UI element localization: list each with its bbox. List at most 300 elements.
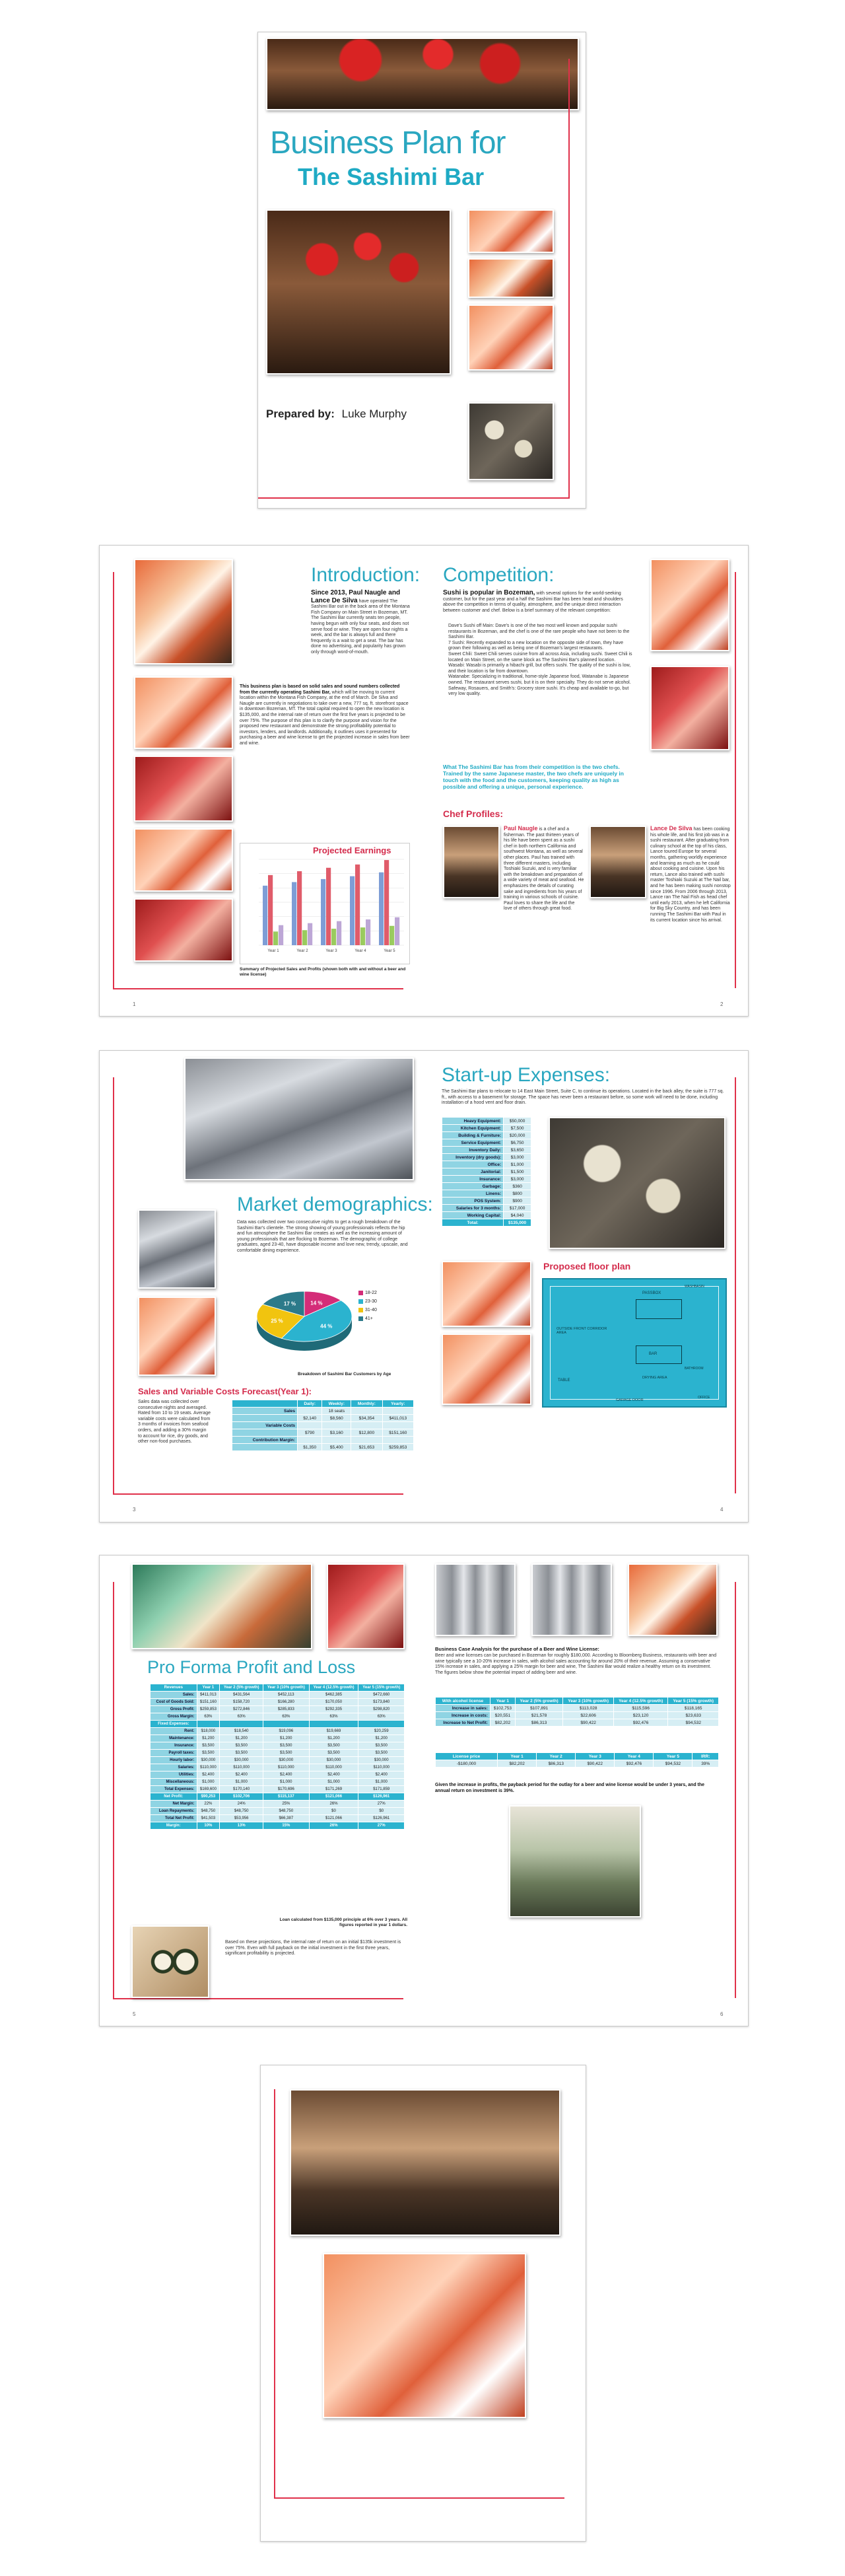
table-cell: $790: [298, 1429, 322, 1437]
market-title: Market demographics:: [237, 1194, 433, 1215]
beer-text: Beer and wine licenses can be purchased in Bozeman for roughly $180,000. According to Bloomberg Business, restaurants with beer and wine typically see a 10-20% increase in sales, with alcohol sales accounting for around 20% of their revenue. Assuming a conservative 15% increase in sales, and applying a 25% margin for beer and wine, The Sashimi Bar would realize a healthy return on its investment. The figures below show the potential impact of adding beer and wine.: [435, 1653, 717, 1675]
table-cell: 24%: [220, 1801, 263, 1808]
table-row: [442, 1125, 531, 1132]
table-cell: [197, 1721, 220, 1728]
chart-bar: [384, 860, 389, 945]
table-cell: 26%: [309, 1822, 358, 1830]
table-row: [151, 1728, 405, 1735]
proforma-title: Pro Forma Profit and Loss: [147, 1657, 356, 1677]
table-cell: 10%: [197, 1822, 220, 1830]
competitor-item: 7 Sushi: Recently expanded to a new location on the opposite side of town, they have grown their following as well as being one of Bozeman's largest restaurants.: [448, 640, 624, 651]
floor-label: PASSBOX: [642, 1291, 661, 1295]
table-cell: $3,000: [504, 1154, 531, 1161]
market-photo-3: [138, 1297, 216, 1376]
chart-bar: [355, 865, 360, 945]
paul-text: is a chef and a fisherman. The past thirteen years of his life have been spent as a sushi chef in both northern California and southwest Montana, as well as several other places. Paul has trained with three different masters, including Toshiaki Suzuki, and is very familiar with the breakdown and preparation of a wide variety of meat and seafood. He emphasizes the details of curating sake and ingredients from his years of training in various schools of cuisine. Paul loves to share the life and the love of others through great food.: [504, 827, 584, 912]
table-cell: $3,160: [322, 1429, 351, 1437]
table-cell: $292,335: [309, 1706, 358, 1713]
row-label: Inventory (dry goods):: [442, 1154, 504, 1161]
back-cover: [260, 2065, 586, 2542]
column-header: Year 4 (12.5% growth): [613, 1698, 668, 1705]
table-cell: $102,706: [220, 1793, 263, 1801]
competition-photo-2: [650, 666, 729, 750]
table-cell: [298, 1437, 322, 1444]
table-cell: $2,400: [197, 1771, 220, 1779]
row-label: Rent:: [151, 1728, 197, 1735]
table-cell: $170,050: [309, 1699, 358, 1706]
table-cell: $1,000: [358, 1779, 405, 1786]
startup-text: The Sashimi Bar plans to relocate to 14 East Main Street, Suite C, to continue its operations. Located in the back alley, the suite is 777 sq. ft., with access to a basement for storage. The space has never been a restaurant before, so some work will need to be done, including installation of a hood vent and floor drain.: [442, 1089, 724, 1106]
table-cell: [351, 1437, 382, 1444]
competitor-item: Watanabe: Specializing in traditional, home-style Japanese food, Watanabe is Japanese owned. The restaurant serves sushi, but it is on their specialty. They do not serve alcohol.: [448, 674, 631, 685]
spread-1: [99, 545, 749, 1017]
beer-table: [435, 1697, 719, 1727]
table-cell: $30,000: [197, 1757, 220, 1764]
table-cell: 27%: [358, 1822, 405, 1830]
table-row: [442, 1190, 531, 1198]
table-cell: $135,000: [504, 1219, 531, 1227]
startup-oyster-photo: [549, 1117, 726, 1249]
table-cell: $452,113: [263, 1692, 309, 1699]
cover-page: [257, 32, 586, 509]
table-cell: [298, 1422, 322, 1429]
intro-paragraph-2: which will be moving to current location within the Montana Fish Company, at the end of March. De Silva and Naugle are currently in negotiations to take over a new, 777 sq. ft. storefront space in downtown Bozeman, MT. The total capital required to open the new location is $135,000, and the internal rate of return over the first five years is projected to be over 75%. The purpose of this plan is to clarify the purpose and vision for the proposed new restaurant and demonstrate the strong profitability potential to investors, lenders, and landlords. Additionally, it outlines uses it presented for purchasing a beer and wine license to get the projected increase in sales from beer and wine.: [240, 690, 410, 746]
market-fish-photo: [184, 1057, 414, 1180]
x-tick-label: Year 4: [355, 949, 366, 953]
table-cell: $158,720: [220, 1699, 263, 1706]
table-row: [436, 1760, 719, 1768]
floor-label: BAR: [649, 1352, 658, 1356]
table-row: [151, 1815, 405, 1822]
table-row: [151, 1742, 405, 1750]
chart-bar: [321, 879, 325, 945]
table-row: [151, 1721, 405, 1728]
table-row: [442, 1183, 531, 1190]
table-cell: $90,422: [563, 1719, 614, 1727]
table-cell: $121,066: [309, 1793, 358, 1801]
table-cell: $3,500: [220, 1750, 263, 1757]
chart-bar: [395, 917, 399, 945]
row-label: Gross Profit:: [151, 1706, 197, 1713]
column-header: Year 1: [498, 1753, 537, 1760]
column-header: License price: [436, 1753, 498, 1760]
column-header: Year 1: [490, 1698, 515, 1705]
table-row: [151, 1793, 405, 1801]
table-cell: $17,000: [504, 1205, 531, 1212]
column-header: Year 3 (10% growth): [263, 1684, 309, 1692]
pie-label: 14 %: [310, 1300, 323, 1306]
table-cell: [351, 1408, 382, 1415]
market-photo-2: [138, 1209, 216, 1289]
table-row: [442, 1154, 531, 1161]
table-cell: $259,853: [382, 1444, 413, 1451]
row-label: Kitchen Equipment:: [442, 1125, 504, 1132]
table-cell: $1,200: [309, 1735, 358, 1742]
proforma-roll-photo: [131, 1925, 209, 1998]
table-cell: $102,753: [490, 1705, 515, 1712]
competition-title: Competition:: [443, 564, 555, 586]
row-label: Building & Furniture:: [442, 1132, 504, 1139]
table-cell: $6,750: [504, 1139, 531, 1147]
table-cell: $4,040: [504, 1212, 531, 1219]
paul-photo: [443, 826, 500, 898]
table-row: [151, 1692, 405, 1699]
chart-bar: [308, 923, 312, 945]
table-cell: [220, 1721, 263, 1728]
floor-plan-title: Proposed floor plan: [543, 1261, 631, 1271]
back-chef-photo: [290, 2089, 560, 2236]
table-cell: $86,313: [537, 1760, 576, 1768]
table-cell: $900: [504, 1198, 531, 1205]
column-header: Year 1: [197, 1684, 220, 1692]
table-cell: $151,160: [197, 1699, 220, 1706]
table-cell: 13%: [220, 1822, 263, 1830]
intro-lead: Since 2013, Paul Naugle and Lance De Silva: [311, 589, 401, 604]
table-cell: 22%: [197, 1801, 220, 1808]
row-label: Variable Costs: [232, 1422, 298, 1429]
table-cell: $800: [504, 1190, 531, 1198]
table-cell: 63%: [220, 1713, 263, 1721]
table-cell: $7,500: [504, 1125, 531, 1132]
chart-bar: [337, 921, 341, 945]
table-cell: $3,500: [197, 1742, 220, 1750]
table-cell: 63%: [263, 1713, 309, 1721]
pie-label: 17 %: [283, 1301, 296, 1307]
competitor-item: Sweet Chili: Sweet Chili serves cuisine from all across Asia, including sushi. Sweet Chili is located on Main Street, on the same block as The Sashimi Bar's planned location.: [448, 651, 632, 662]
column-header: Year 5: [654, 1753, 693, 1760]
projected-earnings-chart: [240, 843, 410, 964]
row-label: Miscellaneous:: [151, 1779, 197, 1786]
row-label: Total:: [442, 1219, 504, 1227]
chart-bar: [302, 930, 307, 945]
table-row: [442, 1168, 531, 1176]
row-label: Utilities:: [151, 1771, 197, 1779]
table-cell: $118,165: [668, 1705, 719, 1712]
row-label: Service Equipment:: [442, 1139, 504, 1147]
table-cell: $1,350: [298, 1444, 322, 1451]
floor-label: BATHROOM: [685, 1367, 704, 1371]
table-cell: $173,840: [358, 1699, 405, 1706]
cover-title-line2: The Sashimi Bar: [298, 163, 485, 190]
table-cell: $82,202: [498, 1760, 537, 1768]
table-cell: $92,476: [615, 1760, 654, 1768]
intro-photo-3: [134, 756, 233, 822]
table-row: [151, 1764, 405, 1771]
column-header: Year 5 (15% growth): [668, 1698, 719, 1705]
page-number: 5: [133, 2011, 136, 2017]
table-cell: $1,200: [220, 1735, 263, 1742]
table-cell: $20,551: [490, 1712, 515, 1719]
pie-label: 25 %: [271, 1318, 283, 1324]
floor-photo-2: [442, 1334, 531, 1405]
table-cell: $170,696: [263, 1786, 309, 1793]
competition-paragraph: with several options for the world-seeking customer, but for the past year and a half the Sashimi Bar has been head and shoulders above the competition in terms of quality, atmosphere, and the unique direct interaction between customer and chef. Below is a brief summary of the relevant competition:: [443, 591, 623, 613]
column-header: Year 2 (5% growth): [220, 1684, 263, 1692]
table-cell: $3,500: [263, 1750, 309, 1757]
table-cell: $2,400: [263, 1771, 309, 1779]
row-label: Salaries:: [151, 1764, 197, 1771]
row-label: Office:: [442, 1161, 504, 1168]
row-label: Inventory Daily:: [442, 1147, 504, 1154]
table-cell: $170,140: [220, 1786, 263, 1793]
row-label: Sales: [232, 1408, 298, 1415]
floor-label: OFFICE: [698, 1396, 710, 1400]
back-sashimi-photo: [323, 2253, 526, 2418]
chart-bar: [297, 871, 302, 945]
startup-table: [442, 1117, 531, 1227]
page-number: 1: [133, 1001, 136, 1007]
table-cell: $2,400: [309, 1771, 358, 1779]
floor-photo-1: [442, 1261, 531, 1327]
intro-photo-4: [134, 828, 233, 892]
chart-bar: [360, 927, 365, 945]
lance-profile: [650, 826, 731, 923]
table-cell: $1,200: [197, 1735, 220, 1742]
chart-bar: [273, 931, 278, 945]
forecast-corner: [232, 1400, 298, 1408]
table-cell: [322, 1437, 351, 1444]
table-cell: $171,269: [309, 1786, 358, 1793]
column-header: Year 4 (12.5% growth): [309, 1684, 358, 1692]
x-tick-label: Year 1: [267, 949, 279, 953]
table-row: [151, 1801, 405, 1808]
table-cell: $30,000: [263, 1757, 309, 1764]
competitor-item: Dave's Sushi off Main: Dave's is one of the two most well known and popular sushi restaurants in Bozeman, and the chef is one of the rare people who have not been to the Sashimi Bar.: [448, 624, 630, 640]
table-cell: $48,750: [263, 1808, 309, 1815]
row-label: Net Margin:: [151, 1801, 197, 1808]
table-header-row: [151, 1684, 405, 1692]
prepared-label: Prepared by:: [266, 408, 335, 420]
page-number: 4: [720, 1507, 724, 1513]
table-cell: $48,750: [197, 1808, 220, 1815]
table-row: [232, 1444, 414, 1451]
license-table: [435, 1752, 719, 1768]
competition-photo-1: [650, 559, 729, 651]
cover-oyster-photo: [468, 402, 554, 480]
table-row: [442, 1212, 531, 1219]
table-row: [436, 1705, 719, 1712]
chart-bar: [366, 919, 370, 945]
floor-label: OUTSIDE FRONT CORRIDOR AREA: [557, 1327, 607, 1335]
table-cell: $94,532: [654, 1760, 693, 1768]
table-cell: $126,961: [358, 1815, 405, 1822]
chart-bar: [279, 925, 283, 945]
table-cell: $19,669: [309, 1728, 358, 1735]
table-row: [232, 1422, 414, 1429]
proforma-bottom: Based on these projections, the internal rate of return on an initial $135k investment is over 75%. Even with full payback on the initial investment in the first three years, significant profitability is projected.: [225, 1940, 401, 1956]
x-tick-label: Year 2: [296, 949, 308, 953]
table-cell: [382, 1422, 413, 1429]
competition-lead: Sushi is popular in Bozeman,: [443, 589, 535, 596]
column-header: Year 2: [537, 1753, 576, 1760]
table-cell: $259,853: [197, 1706, 220, 1713]
row-label: [232, 1429, 298, 1437]
competition-text: [443, 589, 634, 614]
table-cell: 25%: [263, 1801, 309, 1808]
spread-3: [99, 1555, 749, 2026]
table-cell: $462,385: [309, 1692, 358, 1699]
table-cell: $53,956: [220, 1815, 263, 1822]
chart-svg: [240, 843, 411, 965]
forecast-table: Daily: Weekly: Monthly: Yearly: Sales 18 seats $2,140 $8,560 $34,354 $411,013 Variable Costs $790 $3,160 $12,800 $151,160 Contribution Margin: $1,350 $5,400 $21,653 $259,853: [232, 1400, 414, 1451]
competitor-item: Wasabi: Wasabi is primarily a hibachi grill, but offers sushi. The quality of the sushi is low, and their location is far from downtown.: [448, 663, 631, 674]
table-cell: $272,846: [220, 1706, 263, 1713]
table-cell: 15%: [263, 1822, 309, 1830]
row-label: [232, 1415, 298, 1422]
table-cell: $0: [358, 1808, 405, 1815]
table-cell: $3,500: [309, 1750, 358, 1757]
table-cell: $3,500: [358, 1750, 405, 1757]
table-cell: $1,000: [220, 1779, 263, 1786]
table-row: [442, 1139, 531, 1147]
row-label: Cost of Goods Sold:: [151, 1699, 197, 1706]
table-cell: $431,564: [220, 1692, 263, 1699]
intro-photo-5: [134, 898, 233, 962]
row-label: Linens:: [442, 1190, 504, 1198]
table-cell: [358, 1721, 405, 1728]
intro-photo-2: [134, 676, 233, 749]
chart-title: Projected Earnings: [313, 845, 391, 855]
row-label: Net Profit:: [151, 1793, 197, 1801]
cover-red-rule: [258, 497, 568, 499]
table-cell: $8,560: [322, 1415, 351, 1422]
cover-title-line1: Business Plan for: [270, 125, 506, 161]
table-cell: [322, 1422, 351, 1429]
row-label: [232, 1444, 298, 1451]
table-cell: 63%: [358, 1713, 405, 1721]
table-cell: $66,387: [263, 1815, 309, 1822]
chart-bar: [292, 882, 296, 945]
table-cell: $22,606: [563, 1712, 614, 1719]
table-cell: $3,500: [358, 1742, 405, 1750]
table-cell: $92,476: [613, 1719, 668, 1727]
table-cell: $18,540: [220, 1728, 263, 1735]
table-row: [442, 1118, 531, 1125]
beer-bottom: Given the increase in profits, the payback period for the outlay for a beer and wine license would be under 3 years, and the annual return on investment is 39%.: [435, 1783, 705, 1793]
table-cell: $48,750: [220, 1808, 263, 1815]
proforma-table: [150, 1684, 405, 1830]
table-cell: $20,000: [504, 1132, 531, 1139]
demographics-pie: [232, 1269, 414, 1368]
table-row: [151, 1735, 405, 1742]
row-label: Insurance:: [151, 1742, 197, 1750]
table-cell: $110,000: [197, 1764, 220, 1771]
row-label: Maintenance:: [151, 1735, 197, 1742]
legend-item: 18-22: [365, 1289, 377, 1297]
market-text: Data was collected over two consecutive nights to get a rough breakdown of the Sashimi Bar's clientele. The strong showing of young professionals reflects the hip and fun atmosphere the Sashimi Bar creates as well as the increasing amount of young professionals that are flocking to Bozeman. The demographic of college graduates, aged 23-40, have disposable income and love new, trendy, upscale, and comfortable dining experience.: [237, 1220, 408, 1253]
table-cell: $2,400: [220, 1771, 263, 1779]
forecast-text: Sales data was collected over consecutive nights and averaged. Rated from 10 to 19 seats. Average variable costs were calculated from 3 months of invoices from seafood orders, and adding a 30% margin to account for rice, dry goods, and other non-food purchases.: [138, 1400, 211, 1445]
table-row: [232, 1408, 414, 1415]
table-row: [151, 1808, 405, 1815]
competitor-item: Safeway, Rosauers, and Smith's: Grocery store sushi. It's cheap and available to-go, but very low quality.: [448, 686, 629, 697]
chart-bar: [326, 868, 331, 945]
table-cell: [382, 1437, 413, 1444]
table-cell: $1,000: [504, 1161, 531, 1168]
table-row: [436, 1712, 719, 1719]
page-number: 2: [720, 1001, 724, 1007]
table-cell: $110,000: [220, 1764, 263, 1771]
table-cell: $411,013: [197, 1692, 220, 1699]
table-cell: $3,500: [263, 1742, 309, 1750]
table-row: [442, 1161, 531, 1168]
column-header: Revenues: [151, 1684, 197, 1692]
table-row: [232, 1415, 414, 1422]
table-cell: $166,280: [263, 1699, 309, 1706]
table-cell: 27%: [358, 1801, 405, 1808]
table-row: [232, 1437, 414, 1444]
legend-item: 23-30: [365, 1297, 377, 1306]
beer-title: Business Case Analysis for the purchase of a Beer and Wine License:: [435, 1646, 599, 1652]
table-cell: $2,140: [298, 1415, 322, 1422]
floor-label: WASHBASIN: [685, 1285, 704, 1289]
table-cell: $285,833: [263, 1706, 309, 1713]
chart-caption: Summary of Projected Sales and Profits (shown both with and without a beer and wine license): [240, 967, 406, 977]
lance-name: Lance De Silva: [650, 825, 693, 832]
column-header: IRR:: [693, 1753, 719, 1760]
row-label: Increase in costs:: [436, 1712, 490, 1719]
table-row: [151, 1750, 405, 1757]
pie-label: 44 %: [320, 1323, 333, 1330]
row-label: Sales:: [151, 1692, 197, 1699]
table-cell: 39%: [693, 1760, 719, 1768]
table-cell: $110,000: [358, 1764, 405, 1771]
table-cell: $115,596: [613, 1705, 668, 1712]
column-header: Year 5 (15% growth): [358, 1684, 405, 1692]
floor-label: TABLE: [558, 1378, 570, 1382]
row-label: Gross Margin:: [151, 1713, 197, 1721]
table-cell: 63%: [197, 1713, 220, 1721]
row-label: Salaries for 3 months:: [442, 1205, 504, 1212]
paul-profile: [504, 826, 584, 912]
intro-text: [311, 589, 410, 656]
cover-sashimi-photo-2: [468, 258, 554, 298]
table-row: [442, 1198, 531, 1205]
row-label: Garbage:: [442, 1183, 504, 1190]
table-cell: $0: [309, 1808, 358, 1815]
pie-legend: [365, 1289, 377, 1323]
table-row: [442, 1219, 531, 1227]
row-label: Contribution Margin:: [232, 1437, 298, 1444]
table-cell: [309, 1721, 358, 1728]
beer-photo-2: [531, 1563, 612, 1636]
floor-label: GARAGE DOOR: [616, 1398, 644, 1402]
chart-bar: [263, 886, 267, 945]
table-cell: $90,422: [576, 1760, 615, 1768]
cover-sashimi-photo-1: [468, 209, 554, 253]
table-cell: $171,859: [358, 1786, 405, 1793]
table-row: [442, 1205, 531, 1212]
row-label: POS System:: [442, 1198, 504, 1205]
table-header-row: [436, 1698, 719, 1705]
row-label: Working Capital:: [442, 1212, 504, 1219]
table-cell: $18,000: [197, 1728, 220, 1735]
prepared-name: Luke Murphy: [341, 408, 407, 420]
table-cell: $1,500: [504, 1168, 531, 1176]
page-number: 6: [720, 2011, 724, 2017]
column-header: Year 4: [615, 1753, 654, 1760]
intro-text-2: [240, 684, 410, 747]
table-cell: $113,028: [563, 1705, 614, 1712]
table-row: [151, 1706, 405, 1713]
table-cell: $151,160: [382, 1429, 413, 1437]
table-row: [151, 1699, 405, 1706]
cover-prepared: [266, 408, 407, 421]
table-cell: $90,253: [197, 1793, 220, 1801]
cover-restaurant-photo: [266, 209, 451, 375]
column-header: Year 2 (5% growth): [515, 1698, 562, 1705]
table-cell: $30,000: [358, 1757, 405, 1764]
